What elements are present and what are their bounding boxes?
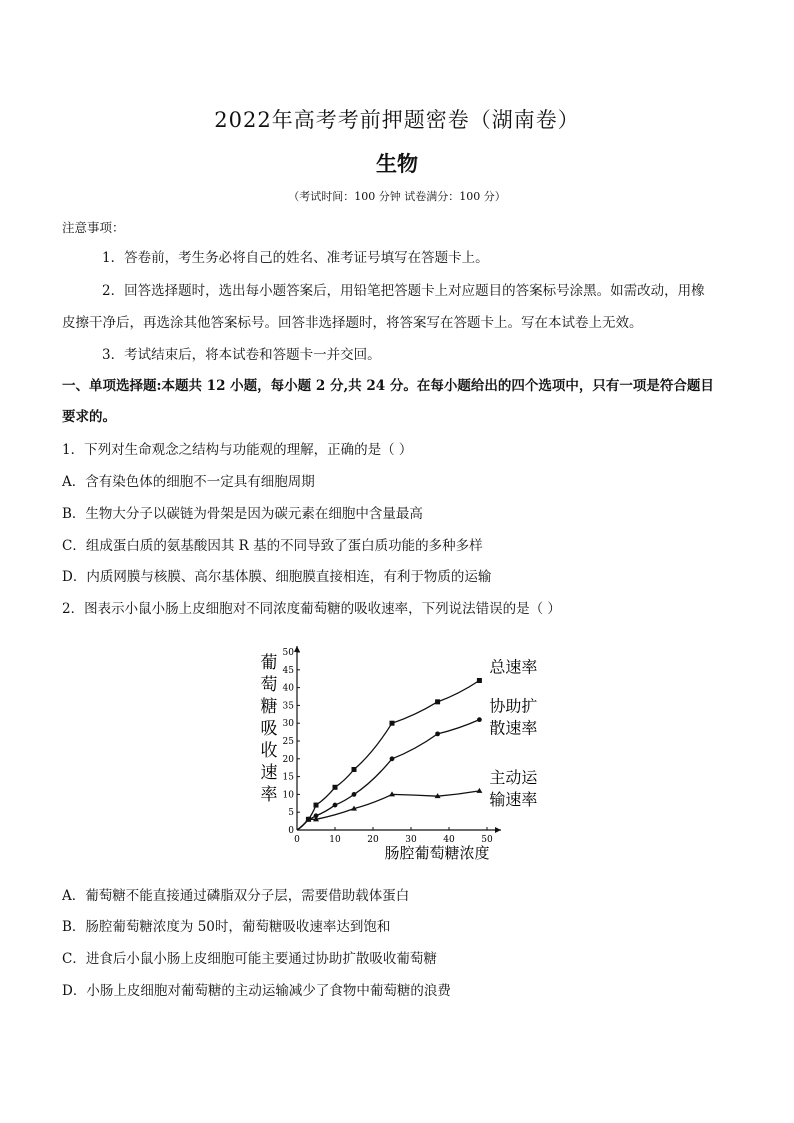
y-axis-label-char: 葡 (260, 653, 278, 673)
series-label: 主动运 (489, 767, 538, 787)
series-line (297, 720, 479, 830)
data-point (435, 731, 440, 736)
question-2-option-c: C．进食后小鼠小肠上皮细胞可能主要通过协助扩散吸收葡萄糖 (62, 951, 437, 967)
subject-title: 生物 (376, 151, 418, 176)
y-axis-label-char: 萄 (260, 675, 278, 695)
series-label: 总速率 (489, 657, 538, 677)
question-1-option-c: C．组成蛋白质的氨基酸因其 R 基的不同导致了蛋白质功能的多种多样 (62, 538, 483, 554)
y-axis-label-char: 糖 (260, 697, 278, 717)
y-tick-label: 15 (282, 772, 294, 783)
data-point (352, 767, 357, 772)
x-tick-label: 20 (367, 835, 379, 845)
y-tick-label: 10 (282, 790, 294, 801)
notes-heading: 注意事项： (62, 220, 125, 235)
y-tick-label: 20 (282, 754, 294, 765)
question-1-option-b: B．生物大分子以碳链为骨架是因为碳元素在细胞中含量最高 (62, 506, 423, 522)
question-1-option-d: D．内质网膜与核膜、高尔基体膜、细胞膜直接相连，有利于物质的运输 (62, 569, 492, 585)
y-tick-label: 45 (282, 665, 294, 676)
y-tick-label: 0 (288, 826, 294, 836)
data-point (390, 756, 395, 761)
y-axis-label-char: 率 (260, 785, 278, 805)
note-item-1: 1．答卷前，考生务必将自己的姓名、准考证号填写在答题卡上。 (102, 250, 489, 266)
x-tick-label: 50 (481, 835, 493, 845)
y-axis-label-char: 吸 (260, 719, 278, 739)
x-tick-label: 0 (294, 835, 300, 845)
series-label: 协助扩 (489, 696, 538, 716)
data-point (477, 678, 482, 683)
y-tick-label: 5 (288, 808, 294, 819)
note-item-2: 2．回答选择题时，选出每小题答案后，用铅笔把答题卡上对应题目的答案标号涂黑。如需改动，用橡 (102, 283, 705, 299)
data-point (314, 803, 319, 808)
data-point (390, 721, 395, 726)
x-tick-label: 10 (329, 835, 341, 845)
series-line (297, 791, 479, 830)
question-2-option-b: B．肠腔葡萄糖浓度为 50时，葡萄糖吸收速率达到饱和 (62, 919, 391, 935)
section-heading: 一、单项选择题:本题共 12 小题，每小题 2 分,共 24 分。在每小题给出的四个选项中，只有一项是符合题目 (62, 378, 714, 394)
glucose-absorption-chart (245, 640, 545, 870)
x-axis-arrow (495, 827, 501, 833)
note-item-2-cont: 皮擦干净后，再选涂其他答案标号。回答非选择题时，将答案写在答题卡上。写在本试卷上无效。 (62, 315, 643, 331)
question-2-option-d: D．小肠上皮细胞对葡萄糖的主动运输减少了食物中葡萄糖的浪费 (62, 983, 451, 999)
question-1-option-a: A．含有染色体的细胞不一定具有细胞周期 (62, 474, 315, 490)
y-tick-label: 50 (282, 648, 294, 658)
data-point (435, 699, 440, 704)
y-axis-arrow (294, 646, 300, 652)
data-point (333, 785, 338, 790)
series-label: 散速率 (489, 718, 538, 738)
x-axis-label: 肠腔葡萄糖浓度 (384, 844, 490, 862)
note-item-3: 3．考试结束后，将本试卷和答题卡一并交回。 (102, 347, 381, 363)
x-tick-label: 40 (443, 835, 455, 845)
y-axis-label-char: 收 (260, 741, 278, 761)
section-heading-cont: 要求的。 (62, 409, 116, 425)
exam-info: （考试时间：100 分钟 试卷满分：100 分） (288, 190, 506, 203)
x-tick-label: 30 (405, 835, 417, 845)
y-tick-label: 30 (282, 719, 294, 730)
y-axis-label-char: 速 (260, 763, 278, 783)
data-point (477, 717, 482, 722)
data-point (333, 803, 338, 808)
question-2-stem: 2．图表示小鼠小肠上皮细胞对不同浓度葡萄糖的吸收速率，下列说法错误的是（ ） (62, 601, 561, 617)
question-2-option-a: A．葡萄糖不能直接通过磷脂双分子层，需要借助载体蛋白 (62, 888, 410, 904)
data-point (476, 788, 482, 793)
chart-svg (245, 640, 545, 870)
y-tick-label: 40 (282, 683, 294, 694)
question-1-stem: 1．下列对生命观念之结构与功能观的理解，正确的是（ ） (62, 442, 413, 458)
series-label: 输速率 (489, 789, 538, 809)
y-tick-label: 25 (282, 737, 294, 747)
series-line (297, 680, 479, 830)
data-point (352, 792, 357, 797)
y-tick-label: 35 (282, 701, 294, 712)
page-title: 2022年高考考前押题密卷（湖南卷） (214, 108, 580, 132)
